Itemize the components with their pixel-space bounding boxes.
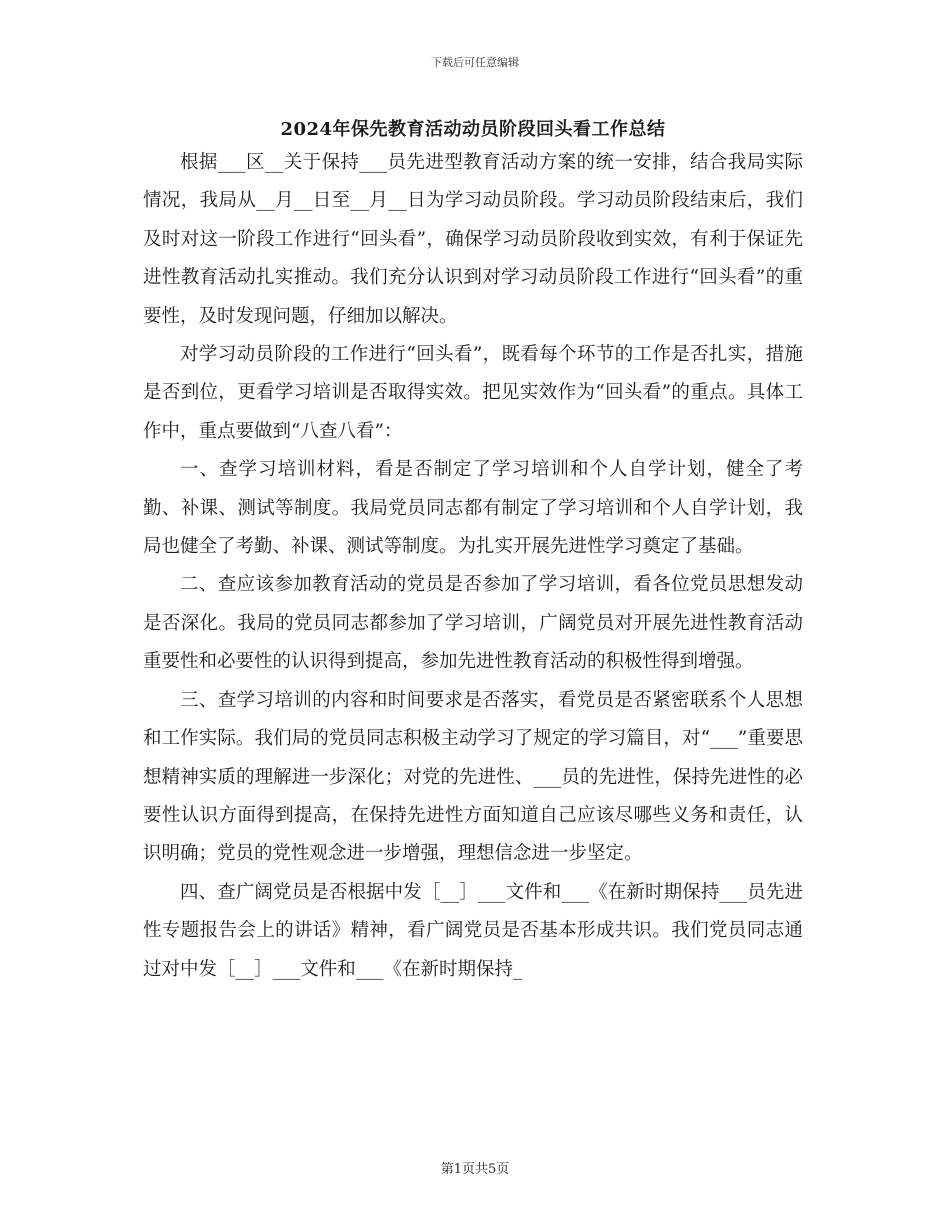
paragraph: 根据___区__关于保持___员先进型教育活动方案的统一安排，结合我局实际情况，我局从__月__日至__月__日为学习动员阶段。学习动员阶段结束后，我们及时对这一阶段工作进行“回头看”，确保学习动员阶段收到实效，有利于保证先进性教育活动扎实推动。我们充分认识到对学习动员阶段工作进行“回头看”的重要性，及时发现问题，仔细加以解决。 [143, 152, 803, 327]
paragraph: 四、查广阔党员是否根据中发［__］___文件和___《在新时期保持___员先进性专题报告会上的讲话》精神，看广阔党员是否基本形成共识。我们党员同志通过对中发［__］___文件和___《在新时期保持_ [143, 881, 803, 980]
document-title: 2024年保先教育活动动员阶段回头看工作总结 [280, 119, 666, 140]
paragraph: 对学习动员阶段的工作进行“回头看”，既看每个环节的工作是否扎实，措施是否到位，更看学习培训是否取得实效。把见实效作为“回头看”的重点。具体工作中，重点要做到“八查八看”： [143, 344, 803, 442]
paragraph: 三、查学习培训的内容和时间要求是否落实，看党员是否紧密联系个人思想和工作实际。我们局的党员同志积极主动学习了规定的学习篇目，对“___”重要思想精神实质的理解进一步深化；对党的先进性、___员的先进性，保持先进性的必要性认识方面得到提高，在保持先进性方面知道自己应该尽哪些义务和责任，认识明确；党员的党性观念进一步增强，理想信念进一步坚定。 [143, 689, 803, 865]
paragraph: 一、查学习培训材料，看是否制定了学习培训和个人自学计划，健全了考勤、补课、测试等制度。我局党员同志都有制定了学习培训和个人自学计划，我局也健全了考勤、补课、测试等制度。为扎实开展先进性学习奠定了基础。 [143, 459, 803, 558]
paragraph: 二、查应该参加教育活动的党员是否参加了学习培训，看各位党员思想发动是否深化。我局的党员同志都参加了学习培训，广阔党员对开展先进性教育活动重要性和必要性的认识得到提高，参加先进性教育活动的积极性得到增强。 [143, 574, 803, 673]
page-number: 第1页共5页 [440, 1162, 510, 1177]
header-note: 下载后可任意编辑 [431, 56, 519, 69]
document-body [143, 144, 803, 989]
